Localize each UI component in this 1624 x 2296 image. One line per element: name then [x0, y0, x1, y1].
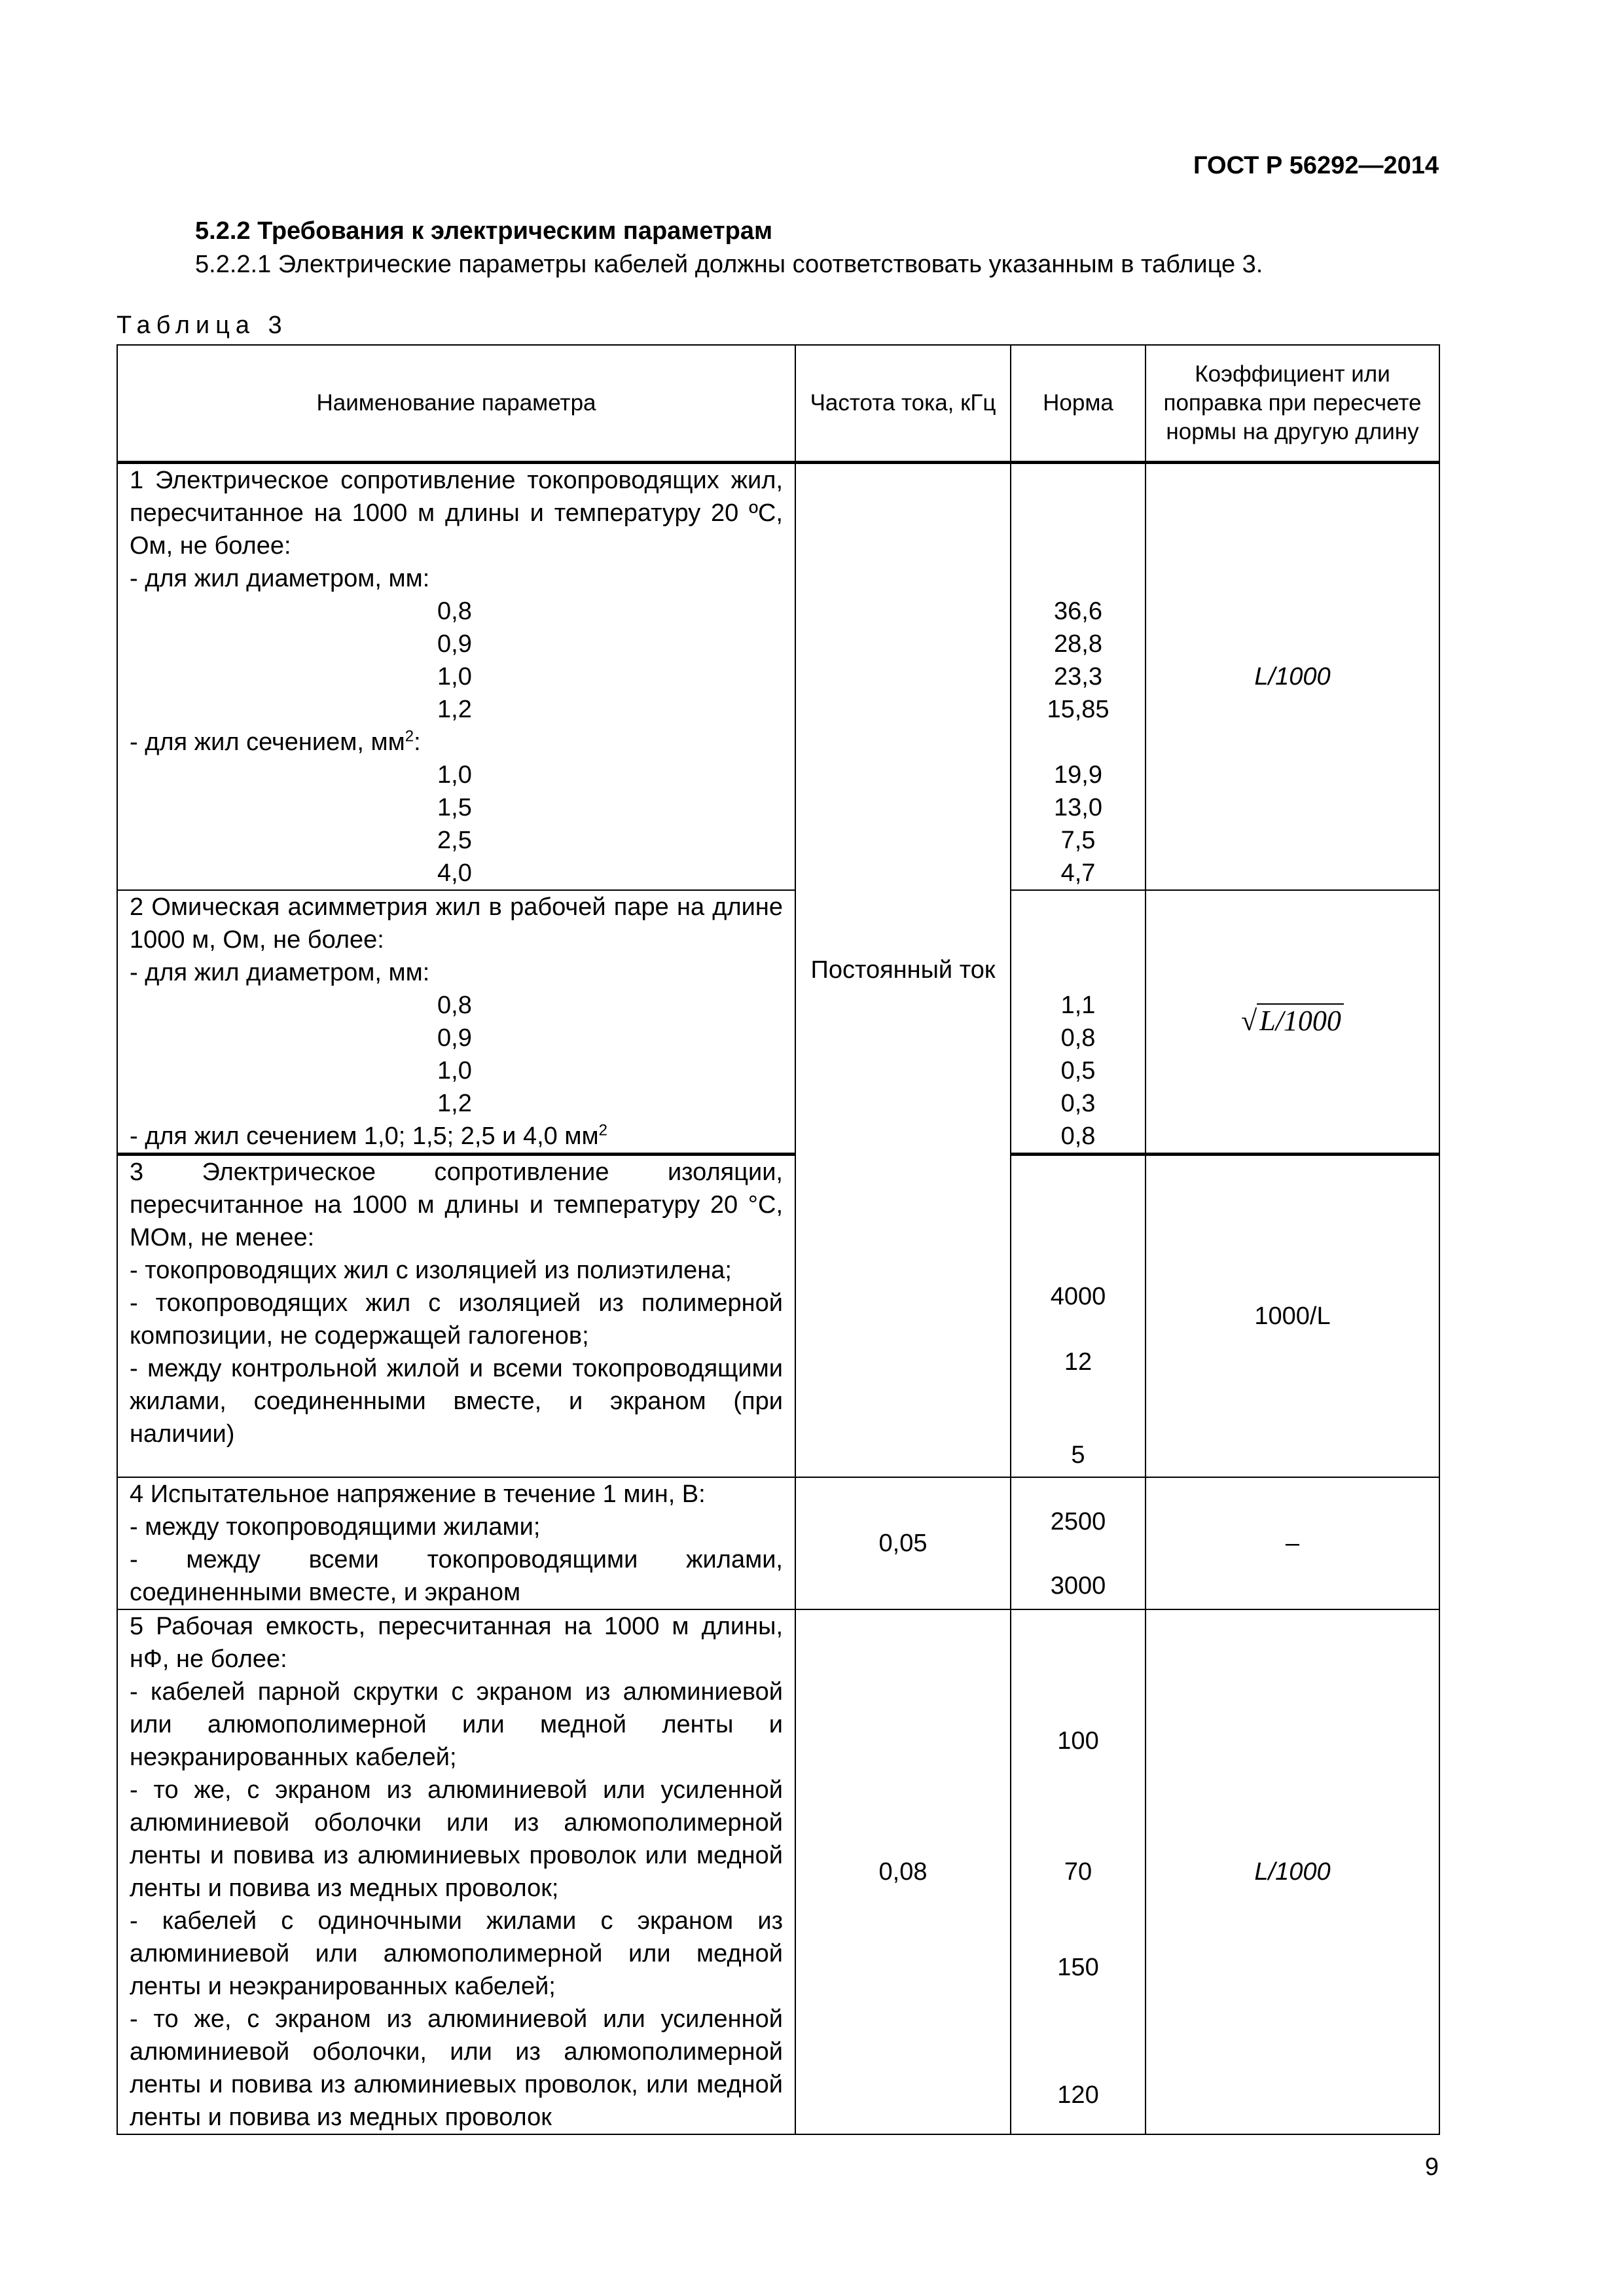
- row1-coef-cell: [1146, 463, 1439, 891]
- table-row: [117, 890, 1439, 1155]
- row1-sect-colon: :: [414, 728, 421, 756]
- header-norm: Норма: [1011, 345, 1146, 463]
- row5-norm: 70: [1064, 1857, 1092, 1886]
- row2-intro: 2 Омическая асимметрия жил в рабочей паре на длине 1000 м, Ом, не более:: [130, 893, 783, 954]
- table-header-row: [117, 345, 1439, 463]
- row1-intro: 1 Электрическое сопротивление токопроводящих жил, пересчитанное на 1000 м длины и температуру 20 ºС, Ом, не более:: [130, 467, 783, 560]
- row2-norm: 0,5: [1060, 1057, 1096, 1085]
- row1-norm: 7,5: [1060, 827, 1096, 854]
- row5-norm: 150: [1057, 1953, 1099, 1981]
- row1-coef: L/1000: [1254, 663, 1331, 691]
- row1-norm: 28,8: [1054, 630, 1102, 658]
- row2-diam-value: 1,0: [437, 1057, 472, 1085]
- freq-dc: Постоянный ток: [810, 956, 996, 984]
- sqrt-icon: √L/1000: [1241, 1003, 1344, 1037]
- row2-sect-sup: 2: [598, 1121, 607, 1139]
- row1-norm: 36,6: [1054, 598, 1102, 625]
- row4-norm: 2500: [1050, 1507, 1106, 1535]
- row2-diam-value: 1,2: [437, 1090, 472, 1117]
- row5-b: - то же, с экраном из алюминиевой или усиленной алюминиевой оболочки или из алюмополимерной ленты и повива из алюминиевых проволок или медной ленты и повива из медных проволок;: [130, 1776, 783, 1902]
- row3-a: - токопроводящих жил с изоляцией из полиэтилена;: [130, 1257, 732, 1284]
- header-name: Наименование параметра: [117, 345, 795, 463]
- row4-a: - между токопроводящими жилами;: [130, 1513, 541, 1541]
- row1-diam-value: 1,0: [437, 663, 472, 691]
- row2-coef-cell: [1146, 890, 1439, 1155]
- header-freq: Частота тока, кГц: [795, 345, 1011, 463]
- row2-norms: [1011, 890, 1146, 1155]
- document-header: ГОСТ Р 56292—2014: [1193, 152, 1439, 179]
- row3-c: - между контрольной жилой и всеми токопроводящими жилами, соединенными вместе, и экраном (при наличии): [130, 1355, 783, 1448]
- row5-freq: 0,08: [878, 1857, 928, 1886]
- row1-norm: 15,85: [1047, 696, 1110, 723]
- row3-intro: 3 Электрическое сопротивление изоляции, пересчитанное на 1000 м длины и температуру 20 °С, МОм, не менее:: [130, 1158, 783, 1251]
- row1-sect-value: 4,0: [437, 859, 472, 887]
- row2-norm: 0,8: [1060, 1024, 1096, 1052]
- row2-norm: 0,3: [1060, 1090, 1096, 1117]
- row5-norm: 120: [1057, 2081, 1099, 2109]
- row3-norm: 4000: [1050, 1283, 1106, 1310]
- row3-name: [117, 1155, 795, 1477]
- row1-norm: 4,7: [1060, 859, 1096, 887]
- row2-diam-value: 0,9: [437, 1024, 472, 1052]
- row4-coef-cell: [1146, 1477, 1439, 1609]
- row3-coef: 1000/L: [1254, 1302, 1331, 1330]
- row2-coef: L/1000: [1257, 1003, 1344, 1037]
- row5-intro: 5 Рабочая емкость, пересчитанная на 1000 м длины, нФ, не более:: [130, 1612, 783, 1673]
- row2-sect-label: [130, 1120, 783, 1153]
- row2-diam-value: 0,8: [437, 992, 472, 1019]
- row1-norm: 19,9: [1054, 761, 1102, 789]
- row4-b: - между всеми токопроводящими жилами, соединенными вместе, и экраном: [130, 1545, 783, 1606]
- row5-freq-cell: [795, 1609, 1011, 2134]
- row4-coef: –: [1285, 1529, 1300, 1557]
- row5-coef-cell: [1146, 1609, 1439, 2134]
- row5-norms: [1011, 1609, 1146, 2134]
- row5-name: [117, 1609, 795, 2134]
- row4-norm: 3000: [1050, 1571, 1106, 1600]
- row1-diam-label: - для жил диаметром, мм:: [130, 565, 430, 592]
- table-row: [117, 1609, 1439, 2134]
- row3-norms: [1011, 1155, 1146, 1477]
- row2-norm: 1,1: [1060, 992, 1096, 1019]
- row3-norm: 5: [1071, 1441, 1085, 1469]
- row1-sect-value: 2,5: [437, 827, 472, 854]
- row3-coef-cell: [1146, 1155, 1439, 1477]
- header-coef: Коэффициент или поправка при пересчете нормы на другую длину: [1146, 345, 1439, 463]
- row1-diam-value: 1,2: [437, 696, 472, 723]
- row5-a: - кабелей парной скрутки с экраном из алюминиевой или алюмополимерной или медной ленты и неэкранированных кабелей;: [130, 1677, 783, 1771]
- row1-norm: 23,3: [1054, 663, 1102, 691]
- row2-diam-label: - для жил диаметром, мм:: [130, 959, 430, 986]
- row1-name: [117, 463, 795, 891]
- row5-coef: L/1000: [1254, 1857, 1331, 1886]
- row1-sect-sup: 2: [405, 727, 414, 745]
- row1-sect-value: 1,5: [437, 794, 472, 821]
- row5-c: - кабелей с одиночными жилами с экраном из алюминиевой или алюмополимерной или медной ленты и неэкранированных кабелей;: [130, 1907, 783, 2000]
- page-number: 9: [1424, 2153, 1439, 2181]
- row2-name: [117, 890, 795, 1155]
- row1-diam-value: 0,9: [437, 630, 472, 658]
- row5-norm: 100: [1057, 1727, 1099, 1755]
- row3-norm: 12: [1064, 1348, 1092, 1376]
- table-caption: Таблица 3: [117, 312, 288, 339]
- row2-norm: 0,8: [1060, 1122, 1096, 1150]
- row4-norms: [1011, 1477, 1146, 1609]
- section-heading: 5.2.2 Требования к электрическим параметрам: [195, 217, 773, 245]
- row4-intro: 4 Испытательное напряжение в течение 1 мин, В:: [130, 1480, 706, 1508]
- row1-norms: [1011, 463, 1146, 891]
- table-row: [117, 463, 1439, 891]
- table-row: [117, 1155, 1439, 1477]
- row1-sect-label-text: - для жил сечением, мм: [130, 728, 405, 756]
- row1-sect-value: 1,0: [437, 761, 472, 789]
- row4-freq: 0,05: [878, 1529, 928, 1557]
- row1-norm: 13,0: [1054, 794, 1102, 821]
- row4-freq-cell: [795, 1477, 1011, 1609]
- row2-sect-label-text: - для жил сечением 1,0; 1,5; 2,5 и 4,0 мм: [130, 1122, 599, 1150]
- row5-d: - то же, с экраном из алюминиевой или усиленной алюминиевой оболочки, или из алюмополимерной ленты и повива из алюминиевых проволок, или медной ленты и повива из медных проволок: [130, 2005, 783, 2131]
- row1-diam-value: 0,8: [437, 598, 472, 625]
- freq-dc-cell: [795, 463, 1011, 1477]
- section-text: 5.2.2.1 Электрические параметры кабелей должны соответствовать указанным в таблице 3.: [195, 251, 1263, 278]
- row3-b: - токопроводящих жил с изоляцией из полимерной композиции, не содержащей галогенов;: [130, 1289, 783, 1350]
- table-row: [117, 1477, 1439, 1609]
- row4-name: [117, 1477, 795, 1609]
- row1-sect-label: [130, 726, 783, 759]
- parameters-table: [117, 344, 1440, 2135]
